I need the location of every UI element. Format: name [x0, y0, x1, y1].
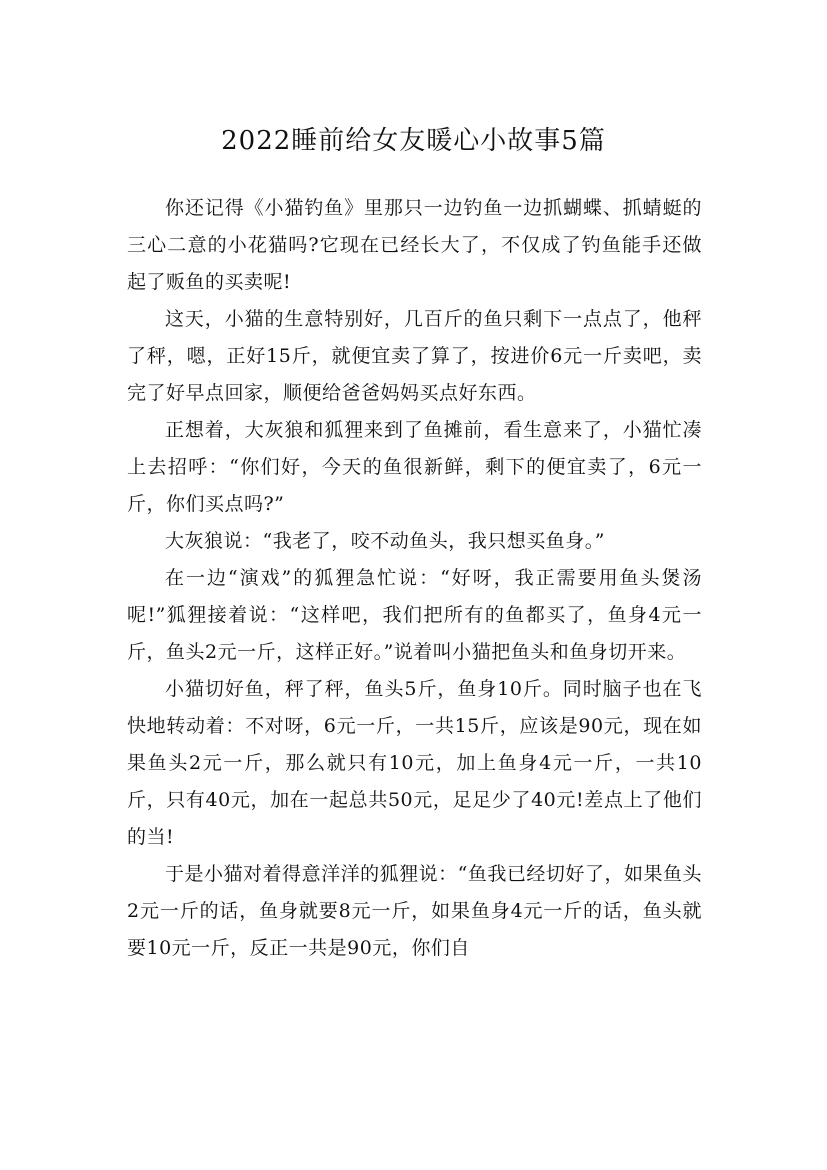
paragraph-7: 于是小猫对着得意洋洋的狐狸说：“鱼我已经切好了，如果鱼头2元一斤的话，鱼身就要8元一斤，如果鱼身4元一斤的话，鱼头就要10元一斤，反正一共是90元，你们自: [127, 863, 702, 959]
paragraph-3: 正想着，大灰狼和狐狸来到了鱼摊前，看生意来了，小猫忙凑上去招呼：“你们好，今天的鱼很新鲜，剩下的便宜卖了，6元一斤，你们买点吗?”: [127, 419, 702, 515]
paragraph-1: 你还记得《小猫钓鱼》里那只一边钓鱼一边抓蝴蝶、抓蜻蜓的三心二意的小花猫吗?它现在已经长大了，不仅成了钓鱼能手还做起了贩鱼的买卖呢!: [127, 197, 702, 293]
paragraph-4: 大灰狼说：“我老了，咬不动鱼头，我只想买鱼身。”: [165, 530, 605, 552]
paragraph-2: 这天，小猫的生意特别好，几百斤的鱼只剩下一点点了，他秤了秤，嗯，正好15斤，就便宜卖了算了，按进价6元一斤卖吧，卖完了好早点回家，顺便给爸爸妈妈买点好东西。: [127, 308, 702, 404]
document-title: 2022睡前给女友暖心小故事5篇: [221, 126, 606, 157]
paragraph-5: 在一边“演戏”的狐狸急忙说：“好呀，我正需要用鱼头煲汤呢!”狐狸接着说：“这样吧，我们把所有的鱼都买了，鱼身4元一斤，鱼头2元一斤，这样正好。”说着叫小猫把鱼头和鱼身切开来。: [127, 567, 702, 663]
document-body: [127, 190, 702, 967]
paragraph-6: 小猫切好鱼，秤了秤，鱼头5斤，鱼身10斤。同时脑子也在飞快地转动着：不对呀，6元一斤，一共15斤，应该是90元，现在如果鱼头2元一斤，那么就只有10元，加上鱼身4元一斤，一共10斤，只有40元，加在一起总共50元，足足少了40元!差点上了他们的当!: [127, 678, 702, 848]
